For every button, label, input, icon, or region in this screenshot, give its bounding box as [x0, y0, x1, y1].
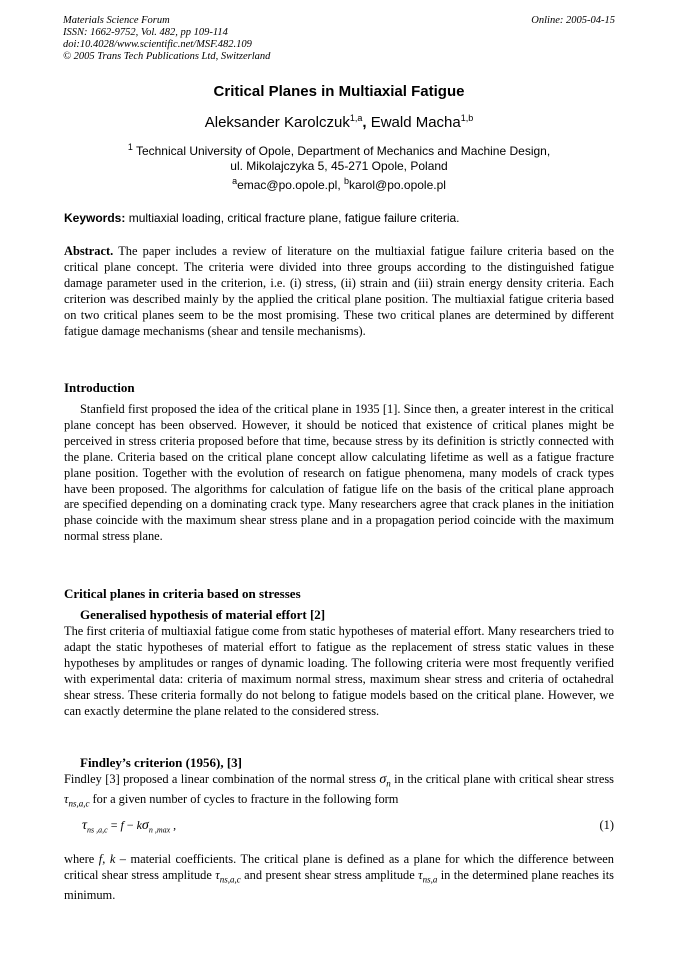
- journal-doi: doi:10.4028/www.scientific.net/MSF.482.109: [63, 39, 252, 50]
- findley-p1-text-a: Findley [3] proposed a linear combination of the normal stress: [64, 772, 380, 786]
- findley-p1-text-c: for a given number of cycles to fracture in the following form: [89, 792, 399, 807]
- p2-k-symbol: k: [109, 852, 116, 866]
- equation-1: [82, 818, 614, 834]
- eq-f: f: [120, 818, 124, 832]
- eq-tail: ,: [170, 818, 177, 832]
- findley-p2-text-a: where: [64, 852, 99, 866]
- p2-tau1-symbol: τ: [215, 867, 220, 882]
- email-line: [0, 176, 678, 192]
- p2-tau2-subscript: ns,a: [422, 874, 438, 885]
- generalised-heading: Generalised hypothesis of material effort [2]: [80, 607, 326, 622]
- journal-copyright: © 2005 Trans Tech Publications Ltd, Switzerland: [63, 51, 271, 62]
- keywords-label: Keywords:: [64, 211, 126, 225]
- findley-p1-text-b: in the critical plane with critical shear stress: [390, 772, 614, 786]
- abstract-text: The paper includes a review of literature on the multiaxial fatigue failure criteria based on the critical plane concept. The criteria were divided into three groups according to the distinguished fatigue damage parameter used in the criterion, i.e. (i) stress, (ii) strain and (iii) strain energy density criteria. Each criterion was described mainly by the applied the critical plane position. The multiaxial fatigue criteria based on two critical planes seem to be the most promising. These two critical planes are determined by different fatigue damage mechanisms (shear and tensile mechanisms).: [64, 244, 614, 338]
- equation-number: (1): [599, 818, 614, 832]
- p2-tau1-subscript: ns,a,c: [219, 874, 241, 885]
- affiliation-line-2: ul. Mikolajczyka 5, 45-271 Opole, Poland: [230, 159, 448, 173]
- online-date: Online: 2005-04-15: [531, 15, 615, 26]
- affiliation: [0, 140, 678, 174]
- author-2: Ewald Macha: [370, 114, 461, 131]
- findley-heading: Findley’s criterion (1956), [3]: [80, 755, 242, 770]
- eq-sigma: σ: [141, 818, 149, 833]
- findley-p2-text-b: ,: [102, 852, 110, 866]
- abstract-label: Abstract.: [64, 244, 114, 258]
- paper-title: Critical Planes in Multiaxial Fatigue: [213, 83, 465, 100]
- findley-paragraph-2: [64, 852, 614, 904]
- sigma-subscript: n: [386, 778, 391, 789]
- introduction-heading: Introduction: [64, 380, 135, 395]
- author-1: Aleksander Karolczuk: [204, 114, 350, 131]
- introduction-text: Stanfield first proposed the idea of the critical plane in 1935 [1]. Since then, a greater interest in the critical plane concept has been observed. However, it should be noticed that existence of critical planes might be perceived in stress criteria proposed before that time, because stress by its definition is strictly connected with the plane. Criteria based on the critical plane concept allow calculating lifetime as well as a fatigue fracture plane position. Together with the evolution of research on fatigue phenomena, many models of crack types have been proposed. The algorithms for calculation of fatigue life on the basis of the critical plane approach are specified depending on a dominating crack type. Many researchers agree that crack planes in the initiation phase coincide with the maximum shear stress plane and in a propagation period coincide with the maximum normal stress plane.: [64, 402, 614, 544]
- eq-tau-sub: ns ,a,c: [87, 825, 108, 835]
- findley-paragraph-1: [64, 772, 614, 813]
- email-b: karol@po.opole.pl: [349, 178, 446, 192]
- p2-tau2-symbol: τ: [418, 867, 423, 882]
- generalised-text: The first criteria of multiaxial fatigue come from static hypotheses of material effort. Many researchers tried to adapt the static hypotheses of material effort to fatigue as the replacement of stress static values in these hypotheses by amplitudes or ranges of dynamic loading. The following criteria were most frequently verified with experimental data: criteria of maximum normal stress, maximum shear stress and criteria of octahedral shear stress. These criteria formally do not belong to fatigue models based on the critical plane. However, we can exactly determine the plane related to the considered stress.: [64, 624, 614, 718]
- author-1-affil: 1,a: [349, 113, 363, 123]
- affiliation-sup: 1: [127, 142, 133, 152]
- author-separator: ,: [362, 114, 371, 131]
- eq-k: k: [136, 818, 142, 832]
- email-b-sup: b: [344, 176, 350, 186]
- author-line: [0, 113, 678, 131]
- eq-minus: −: [123, 818, 137, 832]
- affiliation-line-1: Technical University of Opole, Department of Mechanics and Machine Design,: [132, 144, 551, 158]
- journal-issn: ISSN: 1662-9752, Vol. 482, pp 109-114: [63, 27, 228, 38]
- section-stresses-heading: Critical planes in criteria based on stresses: [64, 586, 301, 601]
- email-a-sup: a: [232, 176, 238, 186]
- findley-p2-text-e: in the determined plane reaches its minimum.: [64, 867, 615, 903]
- tau-subscript: ns,a,c: [68, 798, 90, 809]
- keywords: [64, 211, 616, 225]
- findley-p2-text-d: and present shear stress amplitude: [240, 867, 419, 882]
- abstract: [64, 244, 614, 339]
- journal-name: Materials Science Forum: [63, 15, 170, 26]
- tau-symbol: τ: [64, 792, 69, 807]
- email-a: emac@po.opole.pl,: [237, 178, 344, 192]
- findley-p2-text-c: – material coefficients. The critical plane is defined as a plane for which the difference between critical shear stress amplitude: [64, 852, 615, 882]
- author-2-affil: 1,b: [460, 113, 474, 123]
- eq-sigma-sub: n ,max: [148, 825, 171, 835]
- p2-f-symbol: f: [98, 852, 103, 866]
- journal-header: [63, 15, 615, 63]
- keywords-text: multiaxial loading, critical fracture plane, fatigue failure criteria.: [125, 211, 460, 225]
- sigma-symbol: σ: [379, 772, 387, 787]
- eq-equals: =: [107, 818, 121, 832]
- eq-tau: τ: [82, 818, 88, 833]
